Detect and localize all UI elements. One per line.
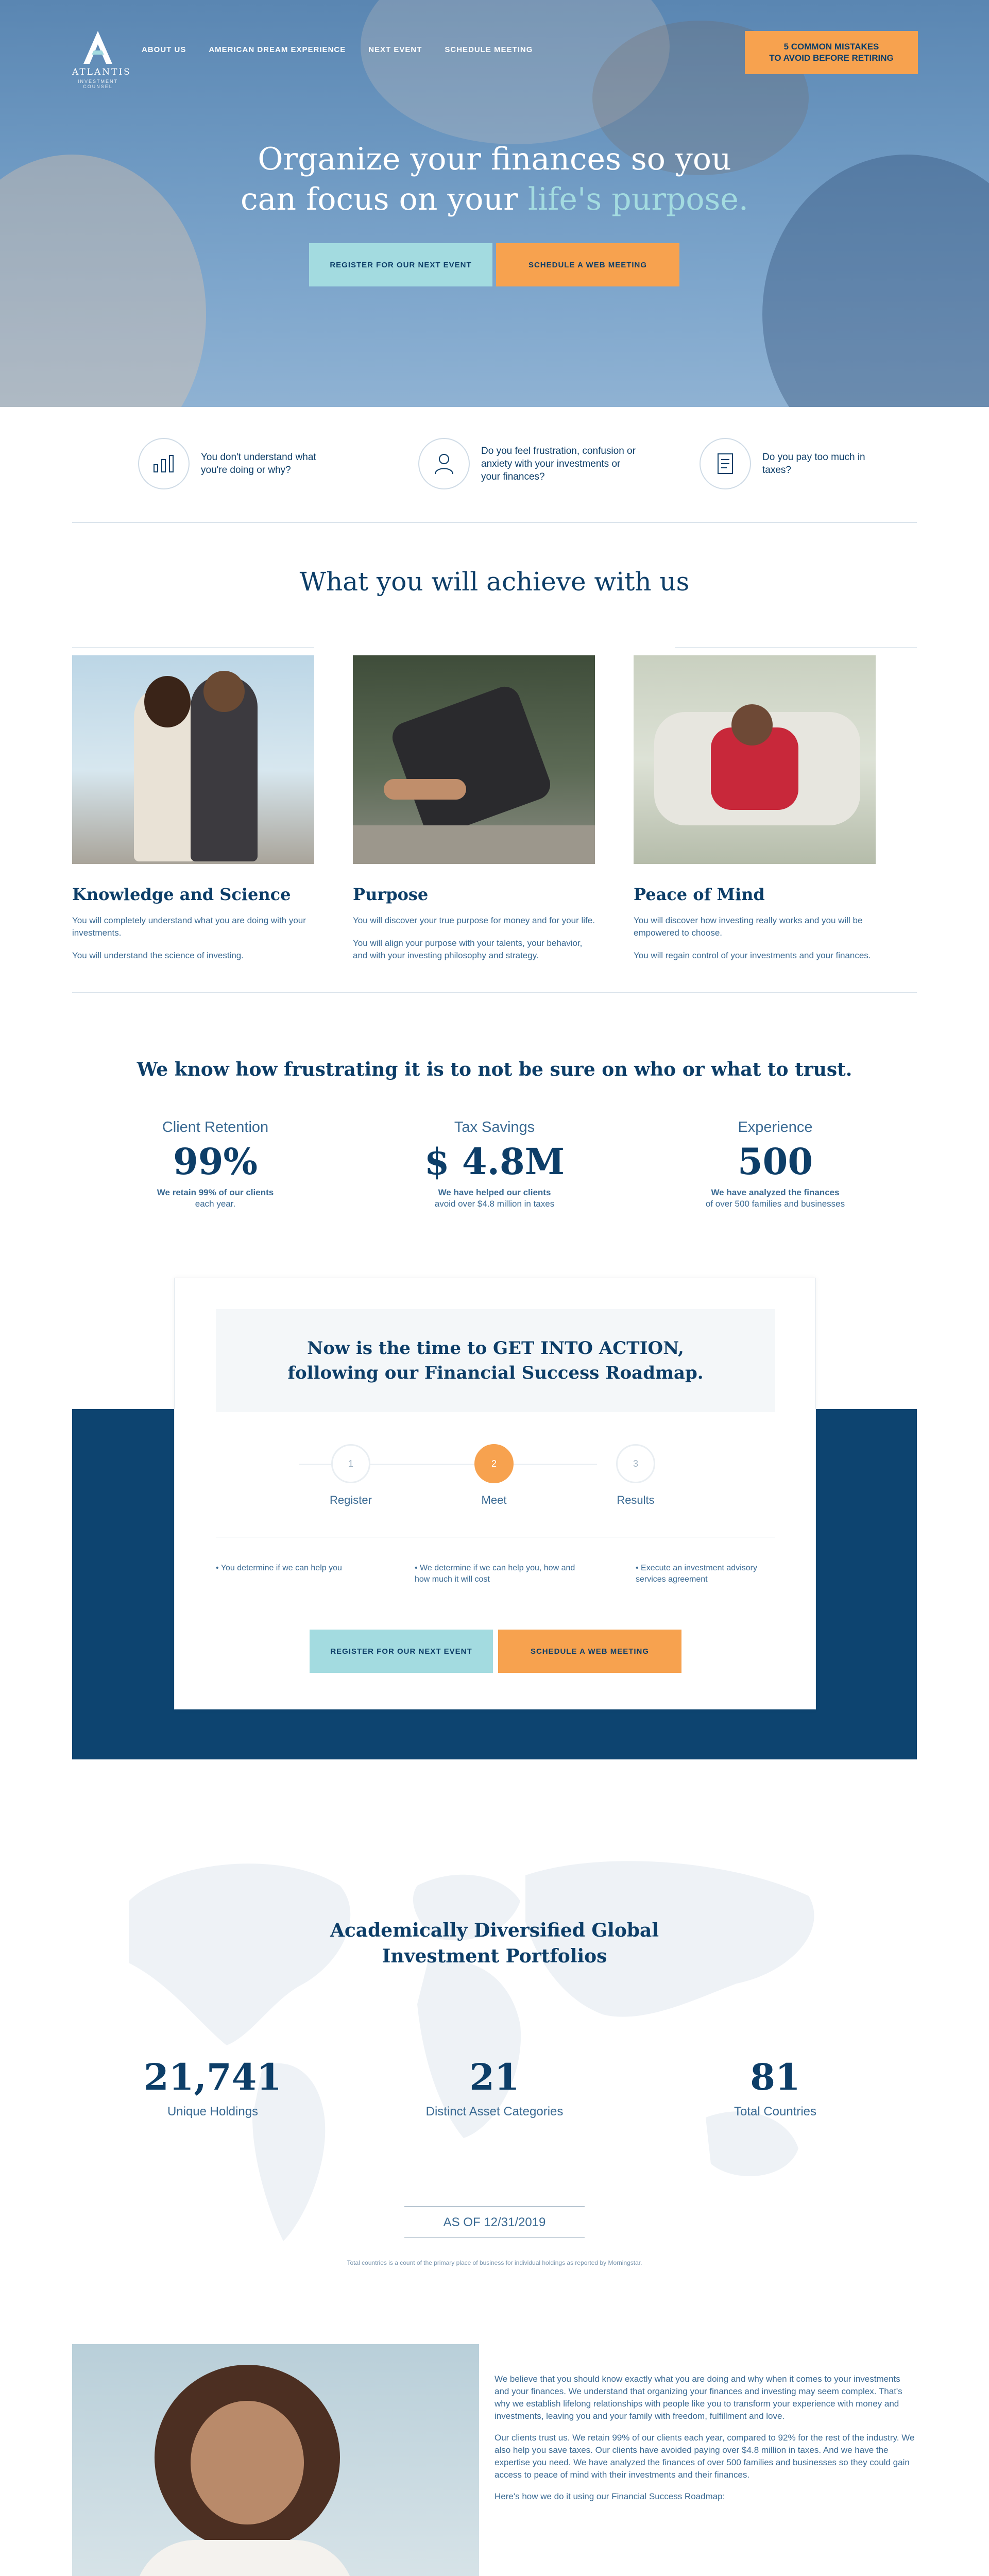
achieve-title: What you will achieve with us — [299, 567, 690, 597]
stat-desc-rest: avoid over $4.8 million in taxes — [434, 1199, 555, 1209]
hero-title-line2: can focus on your — [241, 181, 528, 217]
pain-point — [138, 438, 340, 489]
asof-rule — [404, 2237, 585, 2238]
top-navigation — [0, 0, 989, 88]
roadmap-title-line1: Now is the time to GET INTO ACTION, — [307, 1338, 684, 1359]
stat-value: $ 4.8M — [424, 1140, 565, 1183]
step-desc-text: We determine if we can help you, how and how much it will cost — [415, 1564, 575, 1584]
step-desc-text: You determine if we can help you — [220, 1564, 342, 1572]
column-rule — [675, 647, 917, 648]
about-paragraph: We believe that you should know exactly what you are doing and why when it comes to your investments and your finances. We understand that organizing your finances and investing may seem complex. That's why we establish lifelong relationships with people like you to transform your experience with money and investments, leaving you and your family with freedom, fulfillment and love. — [494, 2374, 902, 2421]
asof-rule — [404, 2206, 585, 2207]
about-text — [494, 2373, 917, 2512]
stat-value: 99% — [173, 1140, 258, 1183]
kpi-label: Total Countries — [734, 2105, 817, 2119]
nav-link-about[interactable]: ABOUT US — [142, 45, 186, 54]
kpi-block — [672, 2056, 878, 2119]
roadmap-card — [174, 1278, 816, 1709]
cta-line-1: 5 COMMON MISTAKES — [783, 41, 879, 52]
column-rule — [72, 647, 314, 648]
stat-block — [672, 1119, 878, 1210]
brand-tagline: INVESTMENT COUNSEL — [77, 79, 118, 89]
hero-register-button[interactable]: REGISTER FOR OUR NEXT EVENT — [309, 243, 492, 286]
kpi-block — [391, 2056, 598, 2119]
step-number: 2 — [474, 1444, 514, 1483]
achieve-heading: Purpose — [353, 885, 429, 904]
stat-description — [112, 1187, 318, 1210]
section-divider — [72, 992, 917, 993]
stat-desc-rest: of over 500 families and businesses — [705, 1199, 845, 1209]
stat-desc-bold: We retain 99% of our clients — [157, 1188, 274, 1197]
portfolio-footnote: Total countries is a count of the primary place of business for individual holdings as reported by Morningstar. — [347, 2259, 642, 2266]
roadmap-step-meet[interactable] — [442, 1444, 545, 1507]
hero-schedule-button[interactable]: SCHEDULE A WEB MEETING — [496, 243, 679, 286]
trust-title: We know how frustrating it is to not be sure on who or what to trust. — [137, 1059, 852, 1080]
achieve-column — [72, 655, 314, 962]
stat-desc-bold: We have analyzed the finances — [711, 1188, 840, 1197]
step-label: Register — [330, 1494, 372, 1506]
achieve-column — [353, 655, 595, 962]
person-icon — [418, 438, 470, 489]
step-desc-text: Execute an investment advisory services agreement — [636, 1564, 757, 1584]
roadmap-schedule-button[interactable]: SCHEDULE A WEB MEETING — [498, 1630, 681, 1673]
nav-link-american-dream[interactable]: AMERICAN DREAM EXPERIENCE — [209, 45, 346, 54]
nav-link-schedule[interactable]: SCHEDULE MEETING — [445, 45, 533, 54]
hero-title-line1: Organize your finances so you — [258, 141, 731, 177]
stat-block — [391, 1119, 598, 1210]
achieve-text: You will understand the science of investing. — [72, 951, 244, 960]
achieve-text: You will completely understand what you are doing with your investments. — [72, 916, 306, 938]
couple-photo — [72, 655, 314, 864]
kpi-block — [110, 2056, 316, 2119]
step-number: 3 — [616, 1444, 655, 1483]
as-of-date: AS OF 12/31/2019 — [443, 2215, 546, 2229]
pain-text: You don't understand what you're doing or why? — [201, 452, 316, 476]
hammock-photo — [634, 655, 876, 864]
stat-label: Client Retention — [162, 1119, 269, 1136]
nav-links — [142, 45, 533, 54]
mistakes-cta-button[interactable] — [745, 31, 918, 74]
hero-title — [0, 139, 989, 219]
about-paragraph: Our clients trust us. We retain 99% of our clients each year, compared to 92% for the rest of the industry. We also help you save taxes. Our clients have avoided paying over $4.8 million in taxes. And we have the expertise you need. We have analyzed the finances of over 500 families and businesses so they could gain access to peace of mind with their investments and their finances. — [494, 2433, 915, 2480]
achieve-text: You will discover your true purpose for money and for your life. — [353, 916, 595, 925]
brand-name: ATLANTIS — [72, 67, 131, 77]
achieve-heading: Knowledge and Science — [72, 885, 291, 904]
kpi-label: Unique Holdings — [167, 2105, 259, 2119]
kpi-value: 21 — [469, 2056, 520, 2098]
achieve-text: You will align your purpose with your talents, your behavior, and with your investing philosophy and strategy. — [353, 938, 583, 960]
hero-section — [0, 0, 989, 407]
pain-text: Do you pay too much in taxes? — [762, 452, 865, 476]
step-label: Results — [617, 1494, 655, 1506]
yoga-photo — [353, 655, 595, 864]
nav-link-next-event[interactable]: NEXT EVENT — [368, 45, 422, 54]
roadmap-title-line2: following our Financial Success Roadmap. — [287, 1363, 704, 1383]
step-label: Meet — [481, 1494, 507, 1506]
about-paragraph: Here's how we do it using our Financial Success Roadmap: — [494, 2492, 725, 2501]
logo-mark-icon — [81, 30, 114, 66]
woman-tablet-photo — [72, 2344, 479, 2576]
stat-desc-rest: each year. — [195, 1199, 236, 1209]
achieve-text: You will discover how investing really works and you will be empowered to choose. — [634, 916, 863, 938]
pain-point — [418, 438, 636, 489]
stat-desc-bold: We have helped our clients — [438, 1188, 551, 1197]
document-icon — [700, 438, 751, 489]
kpi-label: Distinct Asset Categories — [425, 2105, 564, 2119]
achieve-heading: Peace of Mind — [634, 885, 765, 904]
kpi-value: 81 — [750, 2056, 800, 2098]
stat-block — [112, 1119, 318, 1210]
section-divider — [72, 522, 917, 523]
roadmap-step-register[interactable] — [299, 1444, 402, 1507]
kpi-value: 21,741 — [144, 2056, 282, 2098]
hero-title-accent: life's purpose. — [527, 181, 748, 217]
roadmap-register-button[interactable]: REGISTER FOR OUR NEXT EVENT — [310, 1630, 493, 1673]
portfolio-title-line2: Investment Portfolios — [382, 1945, 607, 1967]
stat-description — [672, 1187, 878, 1210]
chart-icon — [138, 438, 190, 489]
stat-description — [391, 1187, 598, 1210]
step-description: • Execute an investment advisory services agreement — [636, 1564, 757, 1584]
stat-label: Experience — [738, 1119, 813, 1136]
pain-point — [700, 438, 865, 489]
portfolio-title-line1: Academically Diversified Global — [330, 1920, 659, 1941]
brand-logo[interactable] — [72, 30, 131, 92]
pain-points — [0, 433, 989, 500]
step-description: • You determine if we can help you — [216, 1564, 342, 1572]
stat-label: Tax Savings — [454, 1119, 535, 1136]
stat-value: 500 — [737, 1140, 813, 1183]
portfolio-title — [0, 1918, 989, 1969]
roadmap-title — [216, 1309, 775, 1412]
roadmap-step-results[interactable] — [584, 1444, 687, 1507]
pain-text: Do you feel frustration, confusion or anxiety with your investments or your finances? — [481, 445, 636, 482]
achieve-column — [634, 655, 876, 962]
cta-line-2: TO AVOID BEFORE RETIRING — [769, 53, 894, 63]
achieve-text: You will regain control of your investments and your finances. — [634, 951, 871, 960]
step-number: 1 — [331, 1444, 370, 1483]
step-description: • We determine if we can help you, how and how much it will cost — [415, 1564, 575, 1584]
